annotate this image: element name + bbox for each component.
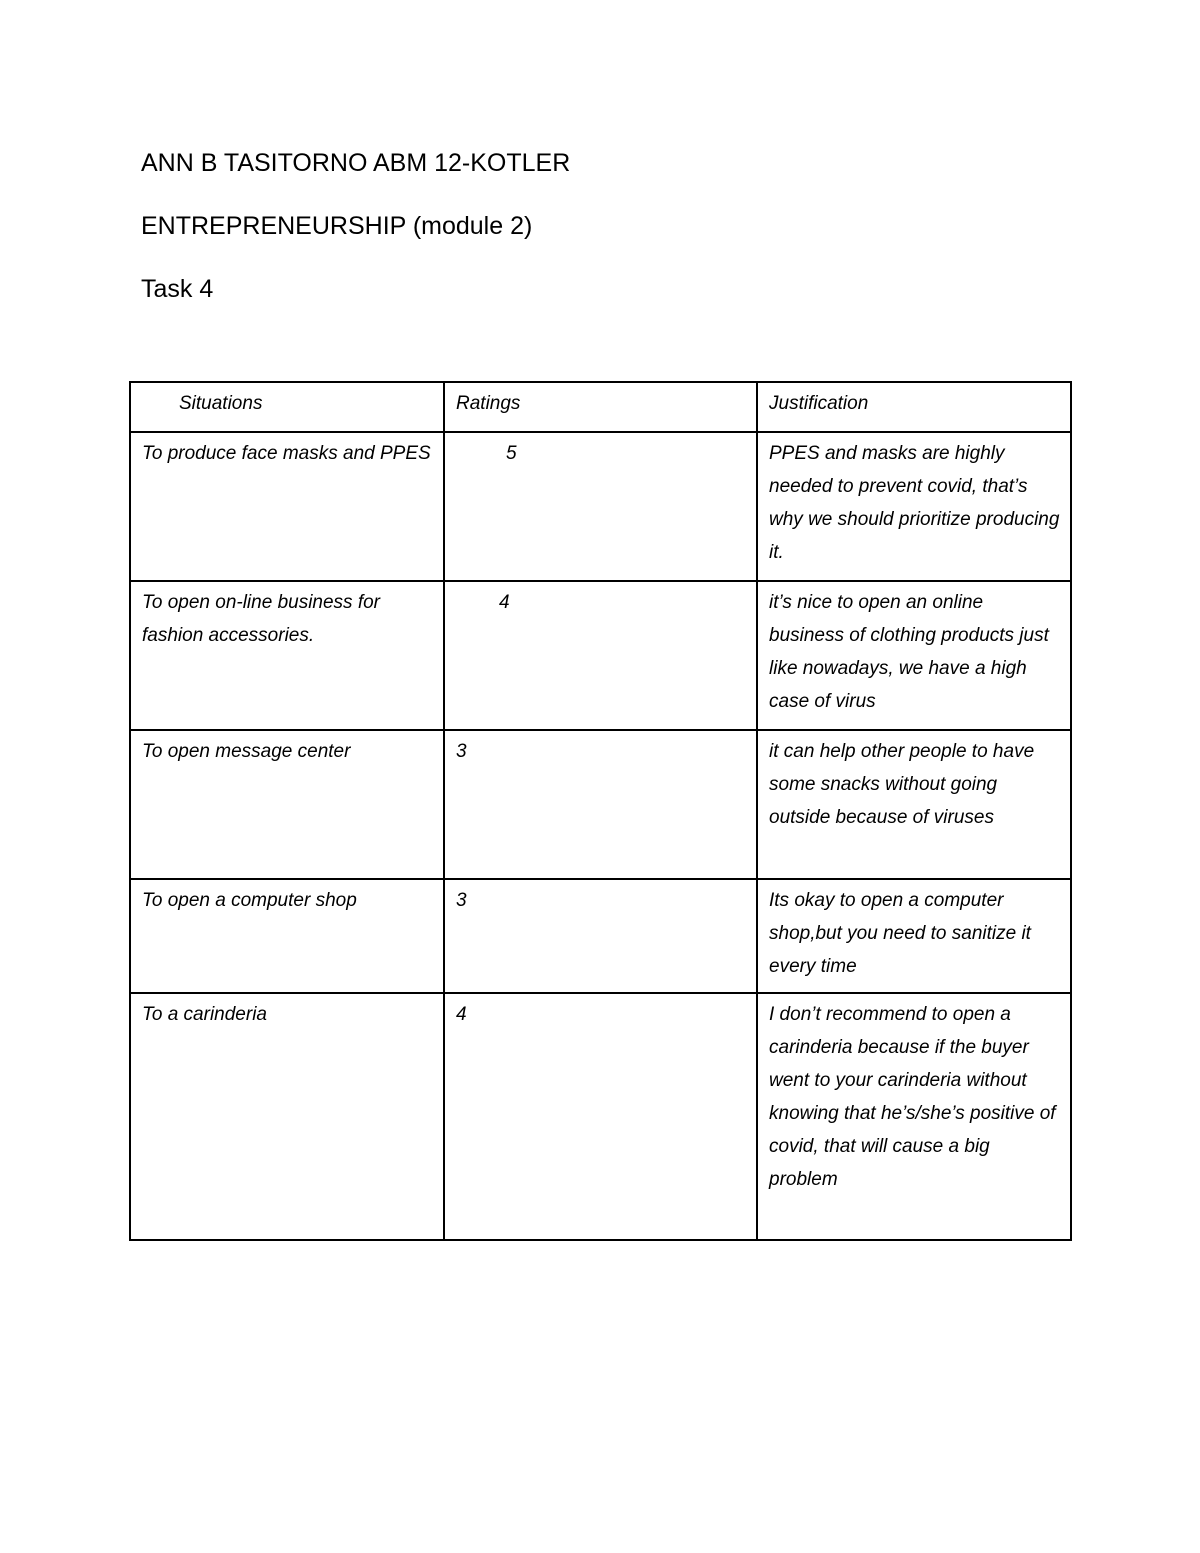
- column-header-ratings: Ratings: [444, 382, 757, 432]
- column-header-situations: Situations: [130, 382, 444, 432]
- table-row: [130, 993, 1071, 1240]
- situation-cell: To open on-line business for fashion accessories.: [130, 581, 444, 730]
- student-name-heading: ANN B TASITORNO ABM 12-KOTLER: [141, 149, 571, 177]
- justification-cell: Its okay to open a computer shop,but you need to sanitize it every time: [757, 879, 1071, 993]
- table-row: [130, 730, 1071, 879]
- table-row: [130, 581, 1071, 730]
- rating-cell: 3: [444, 879, 757, 993]
- rating-cell: 3: [444, 730, 757, 879]
- rating-cell: 4: [444, 581, 757, 730]
- situations-rating-table: [129, 381, 1072, 1241]
- column-header-justification: Justification: [757, 382, 1071, 432]
- situation-cell: To a carinderia: [130, 993, 444, 1240]
- justification-cell: I don’t recommend to open a carinderia because if the buyer went to your carinderia without knowing that he’s/she’s positive of covid, that will cause a big problem: [757, 993, 1071, 1240]
- rating-cell: 4: [444, 993, 757, 1240]
- table-header-row: [130, 382, 1071, 432]
- justification-cell: PPES and masks are highly needed to prevent covid, that’s why we should prioritize producing it.: [757, 432, 1071, 581]
- justification-cell: it’s nice to open an online business of clothing products just like nowadays, we have a high case of virus: [757, 581, 1071, 730]
- justification-cell: it can help other people to have some snacks without going outside because of viruses: [757, 730, 1071, 879]
- table-row: [130, 432, 1071, 581]
- rating-cell: 5: [444, 432, 757, 581]
- situation-cell: To open a computer shop: [130, 879, 444, 993]
- subject-heading: ENTREPRENEURSHIP (module 2): [141, 212, 533, 240]
- task-heading: Task 4: [141, 275, 214, 303]
- table-row: [130, 879, 1071, 993]
- situation-cell: To open message center: [130, 730, 444, 879]
- situation-cell: To produce face masks and PPES: [130, 432, 444, 581]
